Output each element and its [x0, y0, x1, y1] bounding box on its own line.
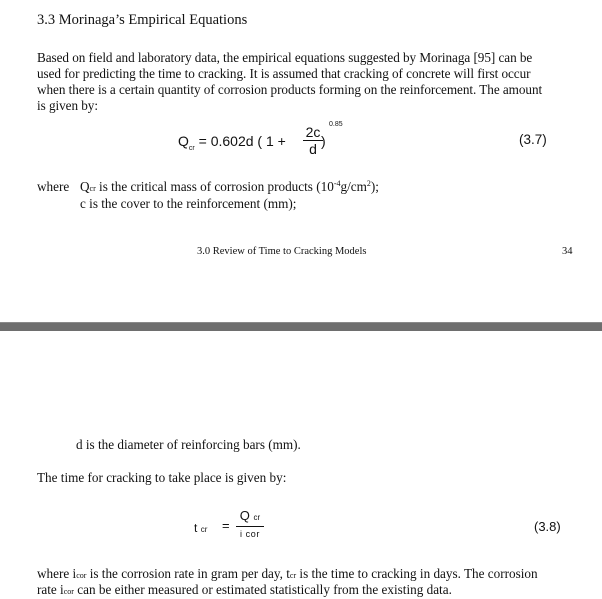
- q-subscript: cr: [89, 184, 96, 193]
- document-page-35: [0, 331, 602, 599]
- t-subscript: cr: [200, 525, 208, 534]
- page-separator: [0, 322, 602, 331]
- fraction-bar: [236, 526, 264, 527]
- equation-3-7-lhs: [178, 133, 286, 152]
- equation-3-8-lhs: [194, 521, 207, 535]
- t-symbol: t: [194, 521, 198, 535]
- text-segment: where i: [37, 566, 77, 581]
- tcr-subscript: cr: [289, 571, 297, 580]
- equation-3-8-fraction: [236, 508, 264, 540]
- where-q-definition: [80, 179, 379, 195]
- text-segment: can be either measured or estimated statistically from the existing data.: [73, 582, 452, 597]
- equation-3-7-fraction: [303, 124, 323, 157]
- fraction-numerator: [236, 508, 264, 525]
- q-symbol: Q: [80, 179, 90, 194]
- q-text-before: is the critical mass of corrosion products (10: [95, 179, 334, 194]
- page-footer: 3.0 Review of Time to Cracking Models: [197, 246, 367, 257]
- eq-q-subscript: cr: [188, 145, 195, 152]
- section-heading: 3.3 Morinaga’s Empirical Equations: [37, 12, 248, 28]
- equation-number-3-7: (3.7): [519, 132, 547, 147]
- paragraph-line-4: is given by:: [37, 98, 98, 113]
- text-segment: rate i: [37, 582, 64, 597]
- paragraph-line-3: when there is a certain quantity of corrosion products forming on the reinforcement. The amount: [37, 82, 543, 97]
- corrosion-rate-estimation: [37, 582, 452, 598]
- fraction-denominator: d: [309, 141, 317, 157]
- eq-body: = 0.602d ( 1 +: [194, 133, 286, 149]
- fraction-numerator: 2c: [305, 124, 321, 140]
- d-definition: d is the diameter of reinforcing bars (mm).: [76, 437, 301, 452]
- q-text-after: );: [370, 179, 379, 194]
- paragraph-line-1: Based on field and laboratory data, the empirical equations suggested by Morinaga [95] can be: [37, 50, 533, 65]
- text-segment: is the corrosion rate in gram per day, t: [86, 566, 290, 581]
- q-text-mid: g/cm: [340, 179, 367, 194]
- equation-number-3-8: (3.8): [534, 519, 561, 534]
- equation-exponent: 0.85: [329, 121, 343, 128]
- icor-subscript: cor: [63, 587, 74, 596]
- icor-subscript: cor: [76, 571, 87, 580]
- fraction-denominator: i cor: [239, 529, 260, 539]
- time-to-cracking-intro: The time for cracking to take place is given by:: [37, 470, 287, 485]
- page-number: 34: [562, 246, 573, 257]
- eq-q-symbol: Q: [178, 133, 189, 149]
- paragraph-line-2: used for predicting the time to cracking. It is assumed that cracking of concrete will first occur: [37, 66, 531, 81]
- q-superscript-area: 2: [366, 179, 371, 188]
- where-c-definition: c is the cover to the reinforcement (mm);: [80, 196, 297, 211]
- q-subscript: cr: [253, 513, 261, 522]
- text-segment: is the time to cracking in days. The corrosion: [296, 566, 538, 581]
- corrosion-rate-definition: [37, 566, 538, 582]
- equation-close-paren: ): [321, 133, 326, 149]
- q-superscript-exp: -4: [333, 179, 341, 188]
- where-label: where: [37, 179, 70, 194]
- q-symbol: Q: [239, 508, 250, 523]
- equation-3-8-equals: =: [222, 518, 230, 533]
